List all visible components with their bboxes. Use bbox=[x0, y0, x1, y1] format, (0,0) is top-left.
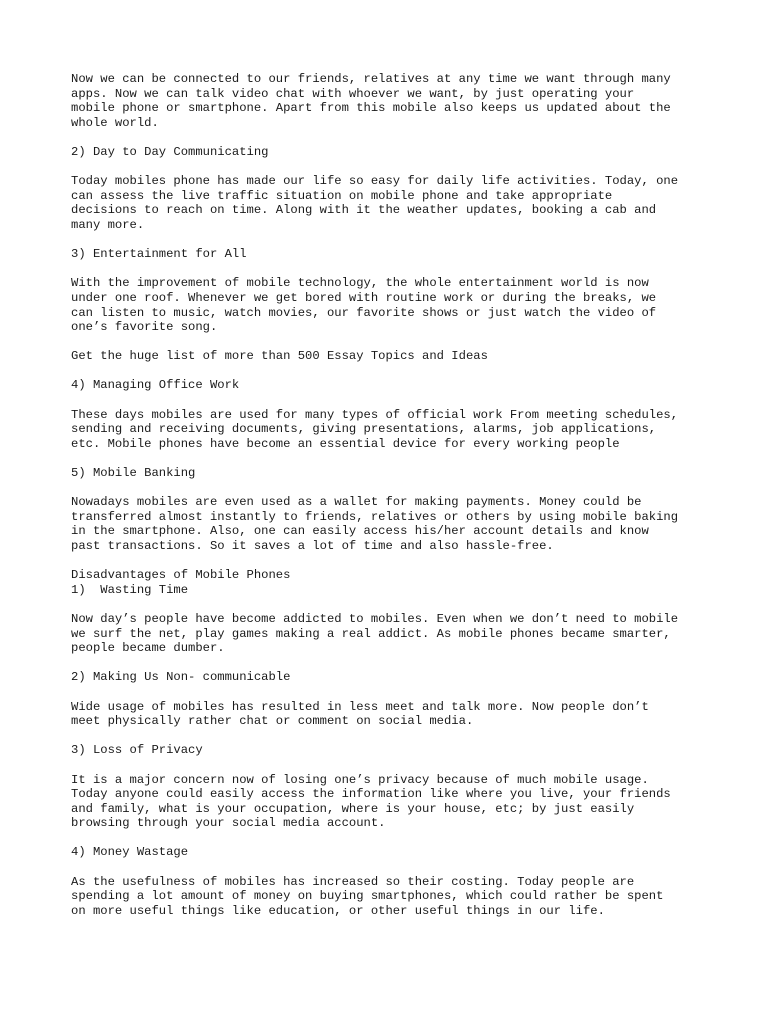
paragraph bbox=[71, 349, 711, 364]
section-heading: 3) Loss of Privacy bbox=[71, 743, 203, 758]
paragraph-line: in the smartphone. Also, one can easily access his/her account details and know bbox=[71, 524, 649, 539]
paragraph-line: These days mobiles are used for many types of official work From meeting schedules, bbox=[71, 407, 679, 422]
paragraph-line: can assess the live traffic situation on mobile phone and take appropriate bbox=[71, 188, 613, 203]
paragraph-line: sending and receiving documents, giving presentations, alarms, job applications, bbox=[71, 422, 657, 437]
paragraph bbox=[71, 174, 711, 232]
paragraph-line: meet physically rather chat or comment on social media. bbox=[71, 714, 474, 729]
paragraph-line: Today mobiles phone has made our life so easy for daily life activities. Today, one bbox=[71, 174, 679, 189]
paragraph-line: under one roof. Whenever we get bored with routine work or during the breaks, we bbox=[71, 290, 657, 305]
paragraph-line: past transactions. So it saves a lot of time and also hassle-free. bbox=[71, 539, 554, 553]
paragraph-line: can listen to music, watch movies, our favorite shows or just watch the video of bbox=[71, 305, 657, 320]
paragraph-line: and family, what is your occupation, where is your house, etc; by just easily bbox=[71, 801, 635, 816]
section-heading: 3) Entertainment for All bbox=[71, 247, 247, 262]
paragraph-line: Get the huge list of more than 500 Essay Topics and Ideas bbox=[71, 349, 488, 364]
paragraph-line: whole world. bbox=[71, 115, 159, 130]
paragraph-line: apps. Now we can talk video chat with whoever we want, by just operating your bbox=[71, 86, 635, 101]
paragraph bbox=[71, 700, 711, 729]
paragraph-line: Nowadays mobiles are even used as a wallet for making payments. Money could be bbox=[71, 495, 642, 510]
paragraph-line: mobile phone or smartphone. Apart from this mobile also keeps us updated about the bbox=[71, 101, 671, 116]
paragraph-line: we surf the net, play games making a real addict. As mobile phones became smarter, bbox=[71, 626, 671, 641]
paragraph-line: Today anyone could easily access the information like where you live, your friends bbox=[71, 787, 671, 802]
section-heading: 1) Wasting Time bbox=[71, 582, 189, 597]
section-heading: 2) Making Us Non- communicable bbox=[71, 670, 291, 685]
paragraph-line: browsing through your social media account. bbox=[71, 816, 386, 831]
paragraph bbox=[71, 72, 711, 130]
paragraph-line: As the usefulness of mobiles has increased so their costing. Today people are bbox=[71, 874, 635, 889]
section-heading: 5) Mobile Banking bbox=[71, 466, 196, 481]
paragraph-line: Now day’s people have become addicted to mobiles. Even when we don’t need to mobile bbox=[71, 611, 679, 626]
paragraph-line: one’s favorite song. bbox=[71, 320, 218, 335]
paragraph-line: on more useful things like education, or other useful things in our life. bbox=[71, 903, 605, 918]
section-heading: Disadvantages of Mobile Phones bbox=[71, 568, 291, 583]
section-heading: 2) Day to Day Communicating bbox=[71, 144, 269, 159]
paragraph-line: Now we can be connected to our friends, relatives at any time we want through many bbox=[71, 72, 671, 86]
paragraph-line: It is a major concern now of losing one’s privacy because of much mobile usage. bbox=[71, 772, 649, 787]
paragraph-line: many more. bbox=[71, 217, 145, 232]
paragraph bbox=[71, 612, 711, 656]
section-heading: 4) Money Wastage bbox=[71, 845, 189, 860]
paragraph-line: decisions to reach on time. Along with it the weather updates, booking a cab and bbox=[71, 203, 657, 218]
section-heading: 4) Managing Office Work bbox=[71, 378, 240, 393]
document-body bbox=[71, 72, 711, 933]
paragraph-line: etc. Mobile phones have become an essential device for every working people bbox=[71, 436, 620, 451]
paragraph-line: people became dumber. bbox=[71, 641, 225, 656]
paragraph bbox=[71, 276, 711, 334]
paragraph-line: spending a lot amount of money on buying smartphones, which could rather be spent bbox=[71, 889, 664, 904]
paragraph bbox=[71, 408, 711, 452]
paragraph bbox=[71, 495, 711, 553]
paragraph-line: transferred almost instantly to friends, relatives or others by using mobile baking bbox=[71, 509, 679, 524]
paragraph-line: With the improvement of mobile technology, the whole entertainment world is now bbox=[71, 276, 649, 291]
paragraph-line: Wide usage of mobiles has resulted in less meet and talk more. Now people don’t bbox=[71, 699, 649, 714]
paragraph bbox=[71, 773, 711, 831]
paragraph bbox=[71, 875, 711, 919]
